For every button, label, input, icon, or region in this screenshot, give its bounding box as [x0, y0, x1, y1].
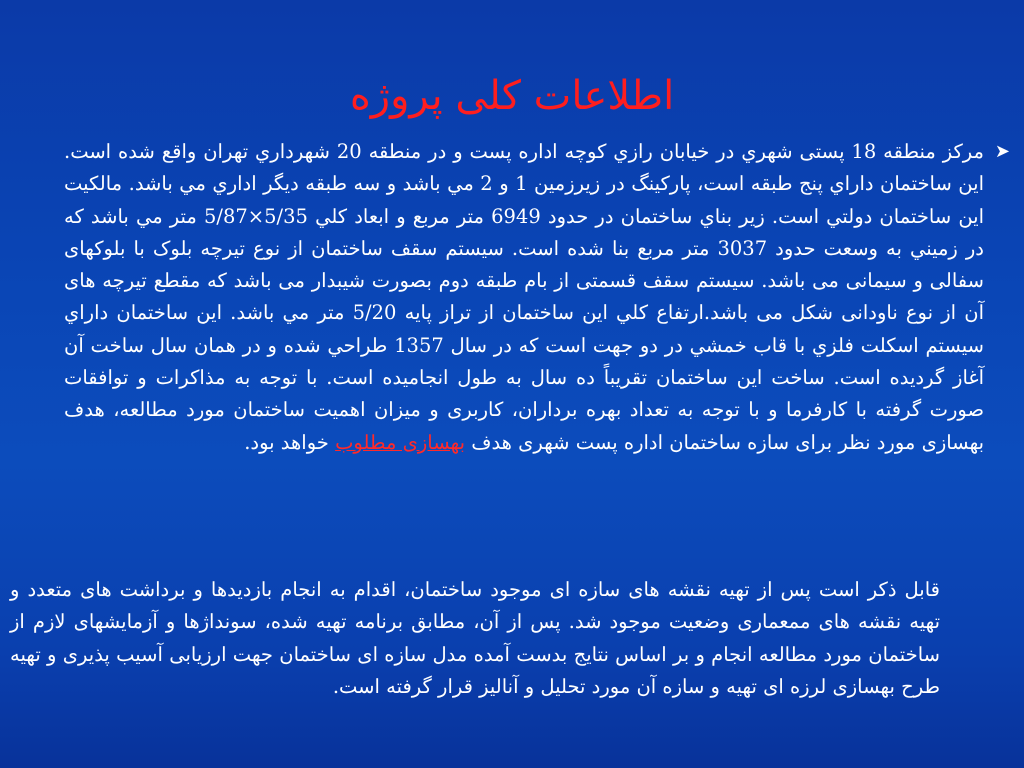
paragraph-text-end: خواهد بود. [244, 430, 336, 454]
survey-paragraph: قابل ذکر است پس از تهیه نقشه های سازه ای موجود ساختمان، اقدام به انجام بازدیدها و برداشت های متعدد و تهیه نقشه های ممعماری وضعیت موجود شد. پس از آن، مطابق برنامه تهیه شده، سونداژها و آزمایشهای لازم از ساختمان مورد مطالعه انجام و بر اساس نتایج بدست آمده مدل سازه ای ساختمان جهت ارزیابی آسیب پذیری و تهیه طرح بهسازی لرزه ای تهیه و سازه آن مورد تحلیل و آنالیز قرار گرفته است. [10, 578, 940, 698]
slide-title: اطلاعات کلی پروژه [349, 73, 675, 119]
bullet-item [10, 136, 1014, 459]
retrofit-goal-link[interactable]: بهسازی مطلوب [335, 430, 466, 454]
arrow-bullet-icon: ➤ [994, 141, 1010, 162]
paragraph-text-start: مرکز منطقه 18 پستی شهري در خیابان رازي کوچه اداره پست و در منطقه 20 شهرداري تهران واقع شده است. اين ساختمان داراي پنج طبقه است، پارکينگ در زيرزمين 1 و 2 مي باشد و سه طبقه ديگر اداري مي باشد. مالکيت اين ساختمان دولتي است. زير بناي ساختمان در حدود 6949 متر مربع و ابعاد کلي 5/35×5/87 متر مي باشد که در زميني به وسعت حدود 3037 متر مربع بنا شده است. سیستم سقف ساختمان از نوع تیرچه بلوک با بلوکهای سفالی و سیمانی می باشد. سیستم سقف قسمتی از بام طبقه دوم بصورت شیبدار می باشد که مقطع تیرچه های آن از نوع ناودانی شکل می باشد.ارتفاع کلي اين ساختمان از تراز پايه 5/20 متر مي باشد. اين ساختمان داراي سيستم اسکلت فلزي با قاب خمشي در دو جهت است که در سال 1357 طراحي شده و در همان سال ساخت آن آغاز گرديده است. ساخت این ساختمان تقریباً ده سال به طول انجامیده است. با توجه به مذاکرات و توافقات صورت گرفته با کارفرما و با توجه به تعداد بهره برداران، کاربری و میزان اهمیت ساختمان مورد مطالعه، هدف بهسازی مورد نظر برای سازه ساختمان اداره پست شهری هدف [64, 140, 985, 454]
project-description-paragraph [64, 136, 984, 459]
second-paragraph-block [10, 574, 940, 703]
